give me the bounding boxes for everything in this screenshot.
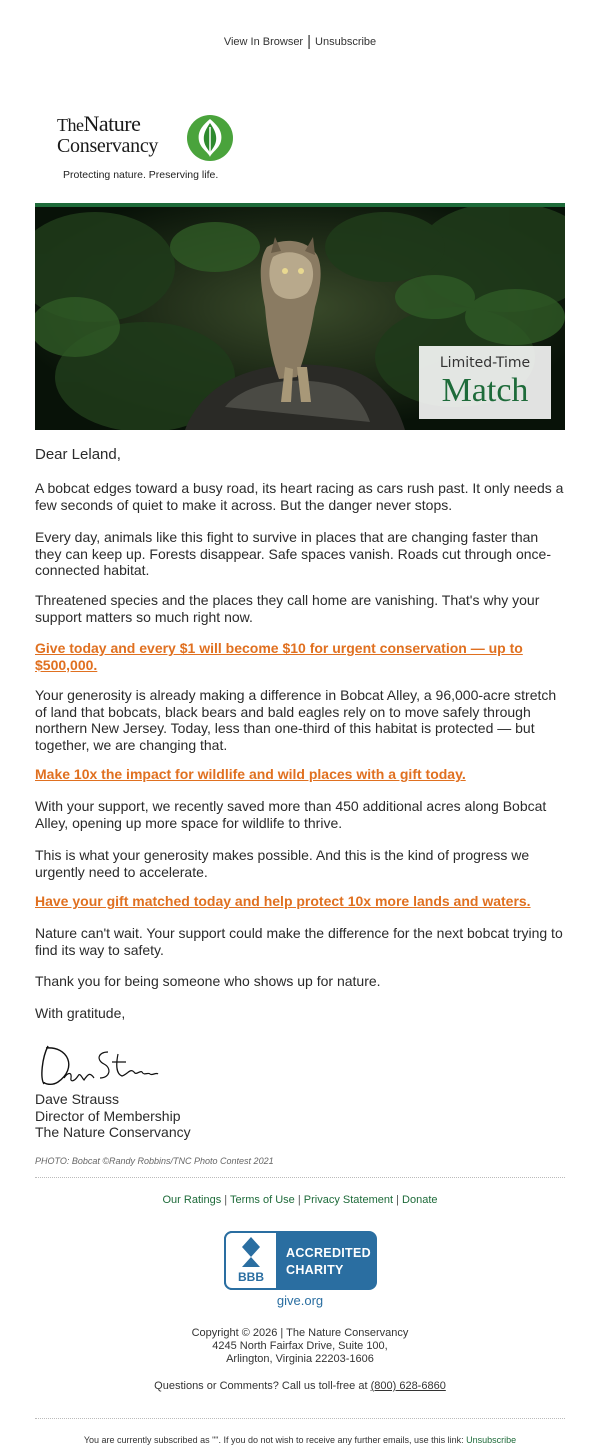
bbb-accredited-label: ACCREDITED [286,1246,371,1260]
signer-block [35,1091,191,1141]
paragraph-7: Nature can't wait. Your support could make the difference for the next bobcat trying to find its way to safety. [35,925,563,958]
view-in-browser-link[interactable]: View In Browser [223,36,304,48]
give-org-label: give.org [276,1293,324,1308]
photo-credit: PHOTO: Bobcat ©Randy Robbins/TNC Photo Contest 2021 [35,1156,274,1166]
logo-line1: TheNature [57,111,141,136]
cta-link-10x-impact[interactable]: Make 10x the impact for wildlife and wild places with a gift today. [35,766,466,782]
handwritten-signature [38,1038,168,1088]
signer-org: The Nature Conservancy [35,1124,191,1140]
closing: With gratitude, [35,1005,126,1021]
bottom-divider [35,1418,565,1419]
limited-time-label: Limited-Time [439,355,531,371]
match-label: Match [441,372,529,409]
signer-name: Dave Strauss [35,1091,120,1107]
phone-link[interactable]: (800) 628-6860 [370,1380,446,1392]
bbb-mark-text: BBB [238,1270,264,1284]
bbb-charity-label: CHARITY [286,1263,344,1277]
bottom-unsubscribe-link[interactable]: Unsubscribe [466,1435,517,1445]
subscription-note-text: You are currently subscribed as "". If you do not wish to receive any further emails, use this link: [83,1435,464,1445]
terms-of-use-link[interactable]: Terms of Use [229,1194,295,1206]
address-line-1: 4245 North Fairfax Drive, Suite 100, [212,1340,388,1352]
top-unsubscribe-link[interactable]: Unsubscribe [315,36,377,48]
paragraph-8: Thank you for being someone who shows up for nature. [35,973,381,989]
paragraph-5: With your support, we recently saved more than 450 additional acres along Bobcat Alley, opening up more space for wildlife to thrive. [35,798,547,831]
bbb-accredited-charity-badge[interactable] [224,1231,377,1290]
privacy-statement-link[interactable]: Privacy Statement [303,1194,394,1206]
hero-image[interactable] [35,203,565,430]
paragraph-3: Threatened species and the places they call home are vanishing. That's why your support matters so much right now. [35,592,540,625]
signer-title: Director of Membership [35,1107,181,1124]
leaf-logo-icon [185,113,235,163]
logo-line2: Conservancy [57,135,159,157]
bbb-torch-icon [226,1233,276,1288]
cta-link-gift-matched[interactable]: Have your gift matched today and help protect 10x more lands and waters. [35,893,531,909]
paragraph-4: Your generosity is already making a difference in Bobcat Alley, a 96,000-acre stretch of land that bobcats, black bears and bald eagles rely on to move safely through northern New Jersey. Today, less than one-third of this habitat is protected — but together, we are changing that. [35,687,557,753]
footer-links: Our Ratings | Terms of Use | Privacy Statement | Donate [162,1194,438,1206]
cta-link-give-today[interactable]: Give today and every $1 will become $10 for urgent conservation — up to $500,000. [35,640,523,673]
tnc-logo[interactable] [57,113,247,185]
questions-line [0,1380,600,1392]
address-block [0,1327,600,1366]
logo-tagline: Protecting nature. Preserving life. [63,169,219,181]
copyright: Copyright © 2026 | The Nature Conservancy [191,1327,409,1339]
donate-link[interactable]: Donate [402,1194,438,1206]
subscription-note [0,1435,600,1445]
paragraph-1: A bobcat edges toward a busy road, its heart racing as cars rush past. It only needs a few seconds of quiet to make it across. But the danger never stops. [35,480,564,513]
paragraph-2: Every day, animals like this fight to survive in places that are changing faster than they can keep up. Forests disappear. Safe spaces vanish. Roads cut through once-connected habitat. [35,529,551,578]
questions-text: Questions or Comments? Call us toll-free at [154,1380,368,1392]
our-ratings-link[interactable]: Our Ratings [162,1194,222,1206]
paragraph-6: This is what your generosity makes possible. And this is the kind of progress we urgently need to accelerate. [35,847,530,880]
separator: | [307,33,312,50]
top-links [0,32,600,49]
address-line-2: Arlington, Virginia 22203-1606 [226,1353,374,1365]
greeting: Dear Leland, [35,446,121,463]
limited-time-match-badge [419,346,551,419]
footer-divider [35,1177,565,1178]
bbb-torch-panel [224,1231,278,1290]
